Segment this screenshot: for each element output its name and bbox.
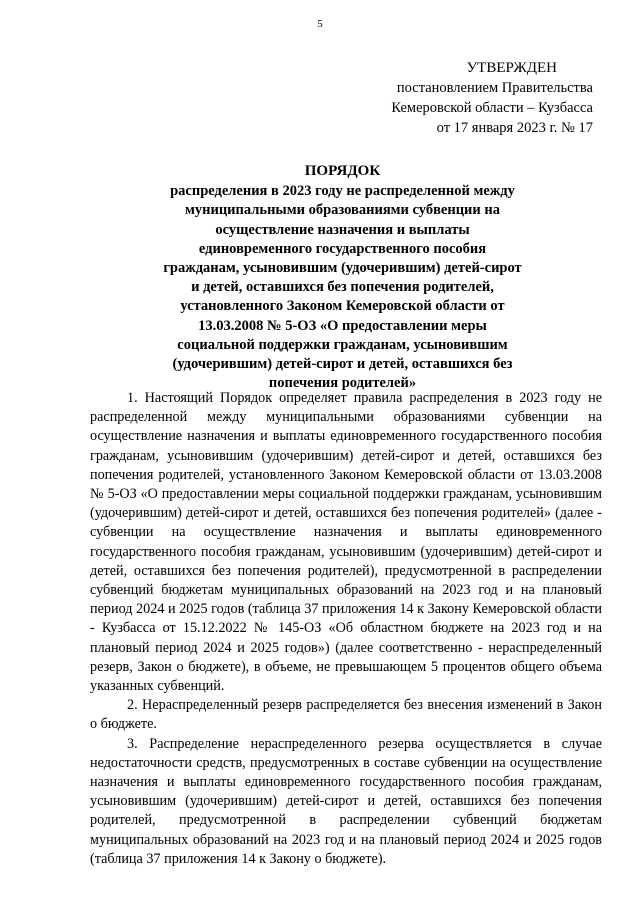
title-line: попечения родителей» — [268, 375, 417, 392]
title-line: распределения в 2023 году не распределенной между — [170, 183, 515, 200]
title-line: (удочерившим) детей-сирот и детей, оставшихся без — [172, 356, 513, 373]
document-body — [90, 389, 602, 869]
paragraph-2: 2. Нераспределенный резерв распределяется без внесения изменений в Закон о бюджете. — [90, 697, 602, 733]
approval-title: УТВЕРЖДЕН — [466, 60, 557, 76]
approval-line-3: от 17 января 2023 г. № 17 — [436, 120, 593, 136]
approval-line-1: постановлением Правительства — [396, 80, 593, 96]
title-line: социальной поддержки гражданам, усыновившим — [177, 336, 508, 353]
title-line: муниципальными образованиями субвенции на — [184, 202, 500, 219]
title-line: единовременного государственного пособия — [198, 240, 487, 257]
title-line: 13.03.2008 № 5-ОЗ «О предоставлении меры — [198, 317, 487, 334]
title-line: и детей, оставшихся без попечения родителей, — [191, 279, 494, 296]
title-line: гражданам, усыновившим (удочерившим) детей-сирот — [163, 260, 522, 277]
title-line: установленного Законом Кемеровской области от — [180, 298, 505, 315]
approval-line-2: Кемеровской области – Кузбасса — [391, 100, 593, 116]
title-line: осуществление назначения и выплаты — [215, 221, 470, 238]
document-title — [90, 162, 595, 393]
title-main: ПОРЯДОК — [304, 163, 381, 179]
page-number: 5 — [317, 18, 323, 30]
paragraph-1: 1. Настоящий Порядок определяет правила распределения в 2023 году не распределенной между муниципальными образованиями субвенции на осуществление назначения и выплаты единовременного государственного пособия гражданам, усыновившим (удочерившим) детей-сирот и детей, оставшихся без попечения родителей, установленного Законом Кемеровской области от 13.03.2008 № 5-ОЗ «О предоставлении меры социальной поддержки гражданам, усыновившим (удочерившим) детей-сирот и детей, оставшихся без попечения родителей» (далее - субвенции на осуществление назначения и выплаты единовременного государственного пособия гражданам, усыновившим (удочерившим) детей-сирот и детей, оставшихся без попечения родителей), предусмотренной в распределении субвенций бюджетам муниципальных образований на 2023 год и на плановый период 2024 и 2025 годов (таблица 37 приложения 14 к Закону Кемеровской области - Кузбасса от 15.12.2022 № 145-ОЗ «Об областном бюджете на 2023 год и на плановый период 2024 и 2025 годов») (далее соответственно - нераспределенный резерв, Закон о бюджете), в объеме, не превышающем 5 процентов общего объема указанных субвенций. — [90, 390, 602, 695]
approval-stamp — [353, 58, 593, 138]
paragraph-3: 3. Распределение нераспределенного резерва осуществляется в случае недостаточности средств, предусмотренных в составе субвенции на осуществление назначения и выплаты единовременного государственного пособия гражданам, усыновившим (удочерившим) детей-сирот и детей, оставшихся без попечения родителей, предусмотренной в распределении субвенций бюджетам муниципальных образований на 2023 год и на плановый период 2024 и 2025 годов (таблица 37 приложения 14 к Закону о бюджете). — [90, 735, 602, 867]
